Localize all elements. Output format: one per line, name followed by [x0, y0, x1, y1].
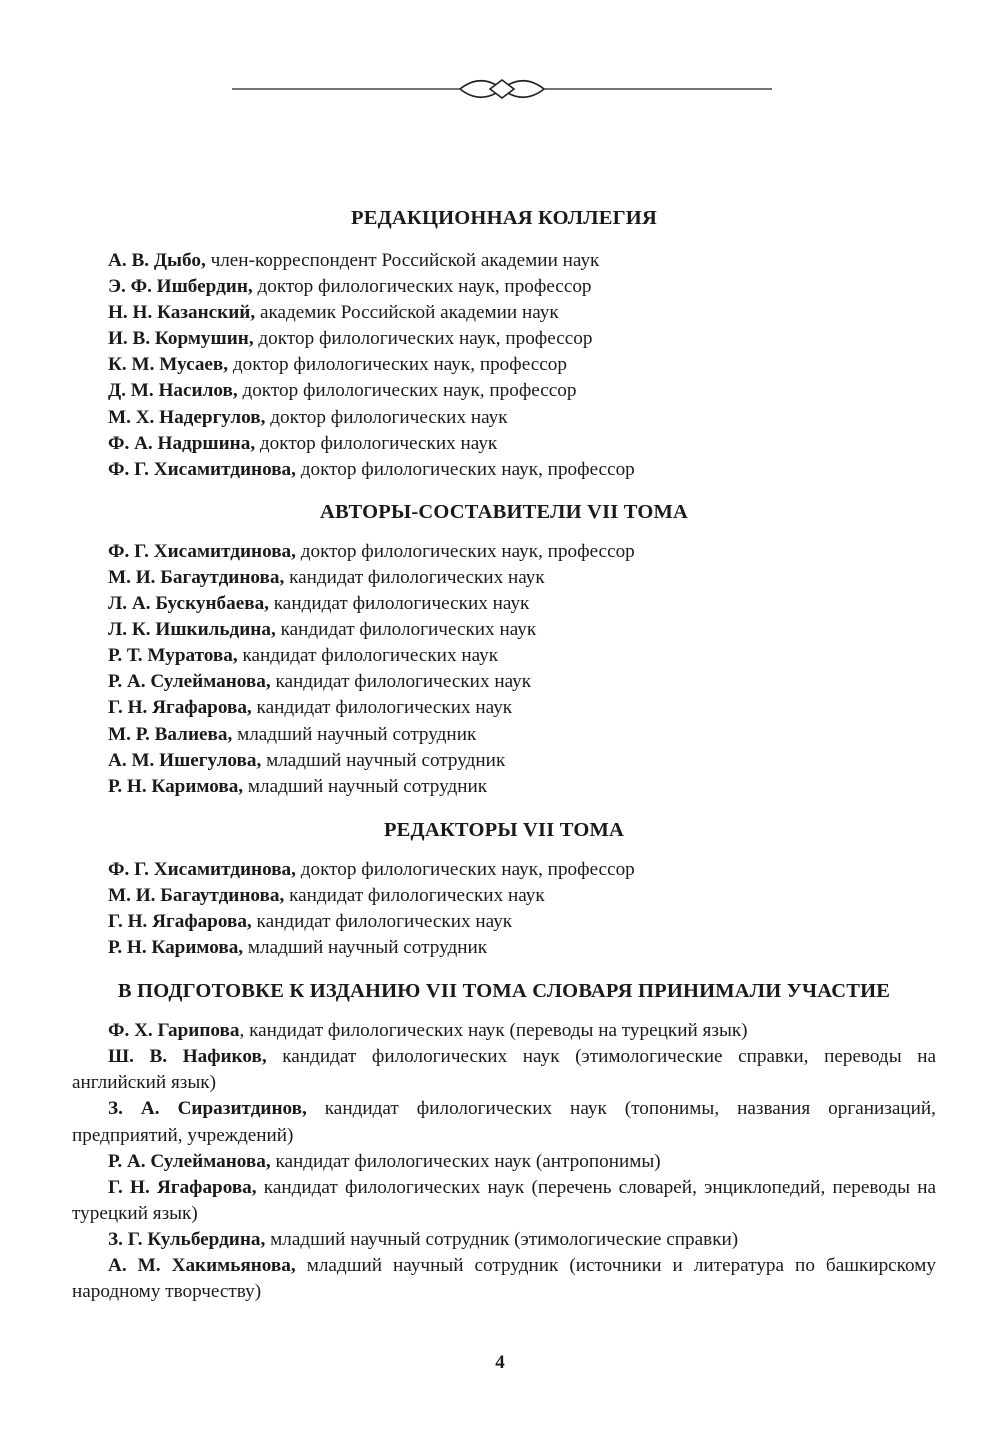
list-item [72, 669, 936, 695]
page-content [72, 205, 936, 1305]
participant-entry [72, 1149, 936, 1175]
person-name: Л. К. Ишкильдина, [108, 619, 276, 641]
list-item [72, 883, 936, 909]
person-role: кандидат филологических наук [268, 593, 530, 615]
person-role: доктор филологических наук, профессор [295, 858, 635, 880]
ornament-divider [232, 76, 772, 102]
person-role: младший научный сотрудник (этимологические справки) [265, 1228, 739, 1250]
person-name: Г. Н. Ягафарова, [108, 910, 252, 932]
person-name: Ф. Г. Хисамитдинова, [108, 858, 296, 880]
person-role: младший научный сотрудник [232, 723, 477, 745]
editors-list [72, 857, 936, 961]
person-role: доктор филологических наук [265, 406, 508, 428]
person-name: Ф. Г. Хисамитдинова, [108, 458, 296, 480]
person-name: Ф. А. Надршина, [108, 432, 256, 454]
person-name: Э. Ф. Ишбердин, [108, 276, 253, 298]
list-item [72, 617, 936, 643]
person-role: младший научный сотрудник (источники и литература по башкирскому народному творчеству) [72, 1255, 936, 1303]
person-role: кандидат филологических наук [284, 566, 545, 588]
editors-heading: РЕДАКТОРЫ VII ТОМА [383, 818, 625, 841]
list-item [72, 405, 936, 431]
person-name: Р. Н. Каримова, [108, 937, 244, 959]
person-role: кандидат филологических наук (топонимы, названия организаций, предприятий, учреждений) [72, 1098, 936, 1146]
participants-section [72, 978, 936, 1305]
list-item [72, 326, 936, 352]
list-item [72, 748, 936, 774]
person-role: доктор филологических наук [255, 432, 498, 454]
person-role: кандидат филологических наук [251, 697, 513, 719]
editorial-board-list [72, 248, 936, 483]
person-role: кандидат филологических наук (перечень словарей, энциклопедий, переводы на турецкий язык) [72, 1176, 936, 1224]
person-role: доктор филологических наук, профессор [252, 276, 592, 298]
list-item [72, 591, 936, 617]
person-name: А. М. Хакимьянова, [108, 1255, 296, 1276]
list-item [72, 722, 936, 748]
person-role: кандидат филологических наук [270, 671, 532, 693]
list-item [72, 565, 936, 591]
person-name: М. Х. Надергулов, [108, 406, 266, 428]
person-name: Ф. Х. Гарипова [108, 1020, 240, 1042]
person-role: кандидат филологических наук [237, 645, 499, 667]
person-role: кандидат филологических наук [275, 619, 537, 641]
person-role: младший научный сотрудник [243, 937, 488, 959]
person-role: член-корреспондент Российской академии наук [205, 250, 600, 271]
person-role: кандидат филологических наук [251, 910, 513, 932]
participant-entry [72, 1175, 936, 1227]
list-item [72, 274, 936, 300]
person-name: М. И. Багаутдинова, [108, 566, 285, 588]
person-name: Ф. Г. Хисамитдинова, [108, 540, 296, 562]
person-role: доктор филологических наук, профессор [228, 354, 567, 376]
participant-entry [72, 1044, 936, 1096]
person-name: А. В. Дыбо, [108, 250, 206, 271]
list-item [72, 300, 936, 326]
person-name: Л. А. Бускунбаева, [108, 593, 269, 615]
person-name: З. Г. Кульбердина, [108, 1228, 266, 1250]
editorial-board-section [72, 205, 936, 483]
person-name: Н. Н. Казанский, [108, 302, 256, 324]
list-item [72, 352, 936, 378]
participants-heading: В ПОДГОТОВКЕ К ИЗДАНИЮ VII ТОМА СЛОВАРЯ ПРИНИМАЛИ УЧАСТИЕ [117, 980, 891, 1003]
person-name: Р. А. Сулейманова, [108, 671, 271, 693]
person-name: Г. Н. Ягафарова, [108, 697, 252, 719]
person-name: И. В. Кормушин, [108, 328, 254, 350]
compilers-section [72, 499, 936, 800]
person-name: Р. А. Сулейманова, [108, 1150, 271, 1172]
person-name: Р. Т. Муратова, [108, 645, 238, 667]
person-role: доктор филологических наук, профессор [295, 458, 635, 480]
list-item [72, 774, 936, 800]
person-role: доктор филологических наук, профессор [295, 540, 635, 562]
page-number: 4 [495, 1352, 505, 1373]
person-role: академик Российской академии наук [255, 302, 559, 324]
person-role: младший научный сотрудник [243, 775, 488, 797]
list-item [72, 248, 936, 274]
list-item [72, 695, 936, 721]
participant-entry [72, 1096, 936, 1148]
compilers-heading: АВТОРЫ-СОСТАВИТЕЛИ VII ТОМА [319, 500, 689, 523]
list-item [72, 909, 936, 935]
person-role: кандидат филологических наук (этимологические справки, переводы на английский язык) [72, 1046, 936, 1094]
list-item [72, 539, 936, 565]
person-name: К. М. Мусаев, [108, 354, 229, 376]
list-item [72, 457, 936, 483]
person-role: доктор филологических наук, профессор [237, 380, 577, 402]
person-name: М. Р. Валиева, [108, 723, 233, 745]
person-name: Д. М. Насилов, [108, 380, 238, 402]
person-name: М. И. Багаутдинова, [108, 884, 285, 906]
participant-entry [72, 1018, 936, 1044]
list-item [72, 935, 936, 961]
person-role: доктор филологических наук, профессор [253, 328, 593, 350]
person-role: кандидат филологических наук (антропонимы) [270, 1150, 661, 1172]
editors-section [72, 817, 936, 961]
person-name: Р. Н. Каримова, [108, 775, 244, 797]
editorial-board-heading: РЕДАКЦИОННАЯ КОЛЛЕГИЯ [351, 207, 657, 229]
participant-entry [72, 1253, 936, 1305]
list-item [72, 431, 936, 457]
list-item [72, 378, 936, 404]
list-item [72, 643, 936, 669]
person-role: , кандидат филологических наук (переводы на турецкий язык) [239, 1020, 748, 1042]
person-name: Ш. В. Нафиков, [108, 1046, 267, 1068]
person-role: кандидат филологических наук [284, 884, 545, 906]
list-item [72, 857, 936, 883]
person-name: Г. Н. Ягафарова, [108, 1176, 257, 1198]
person-name: З. А. Сиразитдинов, [108, 1098, 307, 1120]
compilers-list [72, 539, 936, 800]
person-role: младший научный сотрудник [261, 749, 506, 771]
person-name: А. М. Ишегулова, [108, 749, 262, 771]
participant-entry [72, 1227, 936, 1253]
